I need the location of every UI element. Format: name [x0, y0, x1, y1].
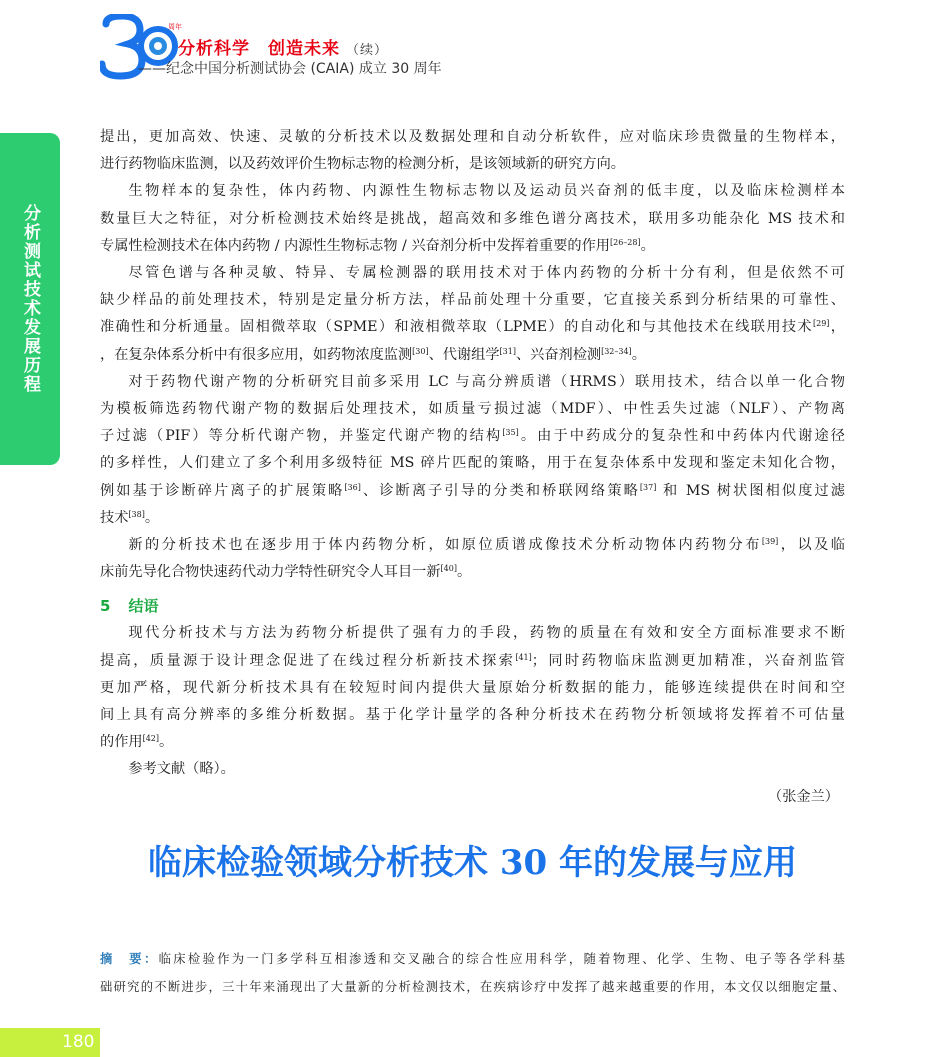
citation: [32–34] [601, 346, 632, 356]
page-header [0, 0, 945, 90]
text-run: ；同时药物临床监测更加精准，兴奋剂监管 [531, 652, 845, 669]
paragraph-4 [100, 369, 845, 532]
paragraph-3 [100, 260, 845, 369]
citation: [40] [440, 564, 457, 574]
citation: [41] [515, 652, 532, 662]
slogan-right: 创造未来 [268, 39, 340, 59]
text-run: 。 [159, 734, 174, 751]
section-heading [100, 595, 845, 616]
text-run: ，以及临 [778, 537, 845, 554]
citation: [35] [502, 428, 519, 438]
abstract-label: 摘 要： [100, 951, 159, 966]
text-line [100, 478, 845, 505]
citation: [26–28] [609, 237, 641, 247]
text-run: 和 MS 树状图相似度过滤 [656, 482, 845, 499]
text-run: 。 [456, 564, 472, 581]
text-run: 、代谢组学 [428, 346, 500, 363]
text-line [100, 729, 845, 756]
text-line [100, 423, 845, 450]
text-run: 临床检验作为一门多学科互相渗透和交叉融合的综合性应用科学，随着物理、化学、生物、电子等各学科基 [158, 952, 845, 966]
citation: [37] [639, 482, 657, 492]
text-line: 的多样性，人们建立了多个利用多级特征 MS 碎片匹配的策略，用于在复杂体系中发现和鉴定未知化合物， [100, 455, 845, 472]
section-number: 5 [100, 597, 111, 616]
text-run: 。 [640, 237, 655, 254]
slogan-paren: （续） [346, 43, 389, 58]
text-line [100, 342, 845, 369]
text-line [100, 648, 845, 675]
text-run: ，在复杂体系分析中有很多应用，如药物浓度监测 [100, 346, 413, 363]
text-run: 、兴奋剂检测 [515, 346, 602, 363]
article-title: 临床检验领域分析技术 30 年的发展与应用 [148, 843, 797, 883]
text-line [100, 505, 845, 532]
text-line: 对于药物代谢产物的分析研究目前多采用 LC 与高分辨质谱（HRMS）联用技术，结合以单一化合物 [128, 373, 845, 390]
author-signature: （张金兰） [768, 788, 839, 805]
page-number-tab [0, 1028, 100, 1057]
text-run: 子过滤（PIF）等分析代谢产物，并鉴定代谢产物的结构 [100, 428, 503, 445]
references-note: 参考文献（略）。 [128, 761, 235, 778]
text-run: 床前先导化合物快速药代动力学特性研究令人耳目一新 [100, 564, 441, 581]
text-run: 提高，质量源于设计理念促进了在线过程分析新技术探索 [100, 652, 516, 669]
conclusion-paragraph [100, 620, 845, 783]
text-run: 。 [144, 509, 160, 526]
text-line: 数量巨大之特征，对分析检测技术始终是挑战，超高效和多维色谱分离技术，联用多功能杂化 MS 技术和 [100, 210, 845, 227]
slogan-left: 分析科学 [178, 39, 250, 59]
text-run: 。由于中药成分的复杂性和中药体内代谢途径 [518, 428, 845, 445]
text-line: 尽管色谱与各种灵敏、特异、专属检测器的联用技术对于体内药物的分析十分有利，但是依然不可 [128, 265, 845, 282]
article-body [100, 124, 845, 811]
text-run: 专属性检测技术在体内药物 / 内源性生物标志物 / 兴奋剂分析中发挥着重要的作用 [100, 237, 610, 254]
citation: [29] [813, 319, 830, 329]
citation: [38] [128, 509, 145, 519]
text-line [100, 233, 845, 260]
text-line: 进行药物临床监测，以及药效评价生物标志物的检测分析，是该领域新的研究方向。 [100, 156, 625, 173]
section-title: 结语 [128, 597, 159, 616]
header-subtitle: ——纪念中国分析测试协会 (CAIA) 成立 30 周年 [138, 61, 442, 77]
header-slogan [178, 34, 388, 59]
text-line: 间上具有高分辨率的多维分析数据。基于化学计量学的各种分析技术在药物分析领域将发挥着不可估量 [100, 707, 845, 724]
text-run: 技术 [100, 509, 129, 526]
abstract [100, 945, 845, 1001]
text-run: 新的分析技术也在逐步用于体内药物分析，如原位质谱成像技术分析动物体内药物分布 [128, 537, 762, 554]
text-run: 、诊断离子引导的分类和桥联网络策略 [360, 482, 640, 499]
citation: [30] [412, 346, 429, 356]
text-line [100, 532, 845, 559]
citation: [36] [344, 482, 361, 492]
text-line: 为模板筛选药物代谢产物的数据后处理技术，如质量亏损过滤（MDF）、中性丢失过滤（NLF）、产物离 [100, 401, 845, 418]
anniversary-label: 周年 [168, 23, 182, 31]
abstract-line: 础研究的不断进步，三十年来涌现出了大量新的分析检测技术，在疾病诊疗中发挥了越来越重要的作用，本文仅以细胞定量、 [100, 980, 845, 994]
citation: [39] [761, 537, 779, 547]
text-line: 现代分析技术与方法为药物分析提供了强有力的手段，药物的质量在有效和安全方面标准要求不断 [128, 625, 845, 642]
text-line: 更加严格，现代新分析技术具有在较短时间内提供大量原始分析数据的能力，能够连续提供在时间和空 [100, 679, 845, 696]
text-line [100, 559, 845, 586]
text-run: 例如基于诊断碎片离子的扩展策略 [100, 482, 345, 499]
text-run: 。 [631, 346, 646, 363]
paragraph-2 [100, 178, 845, 260]
abstract-line [100, 945, 845, 973]
text-run: 的作用 [100, 734, 143, 751]
text-line: 提出，更加高效、快速、灵敏的分析技术以及数据处理和自动分析软件，应对临床珍贵微量的生物样本， [100, 129, 845, 145]
text-line: 缺少样品的前处理技术，特别是定量分析方法，样品前处理十分重要，它直接关系到分析结果的可靠性、 [100, 292, 845, 309]
paragraph-5 [100, 532, 845, 586]
side-tab-label: 分析测试技术发展历程 [24, 204, 41, 395]
page-number: 180 [62, 1032, 95, 1052]
citation: [42] [142, 734, 159, 744]
text-line: 生物样本的复杂性，体内药物、内源性生物标志物以及运动员兴奋剂的低丰度，以及临床检测样本 [128, 183, 845, 200]
paragraph-1 [100, 124, 845, 178]
citation: [31] [499, 346, 516, 356]
text-line: 准确性和分析通量。固相微萃取（SPME）和液相微萃取（LPME）的自动化和与其他技术在线联用技术[29]， [100, 319, 845, 336]
text-run: 准确性和分析通量。固相微萃取（SPME）和液相微萃取（LPME）的自动化和与其他技术在线联用技术 [100, 319, 813, 336]
